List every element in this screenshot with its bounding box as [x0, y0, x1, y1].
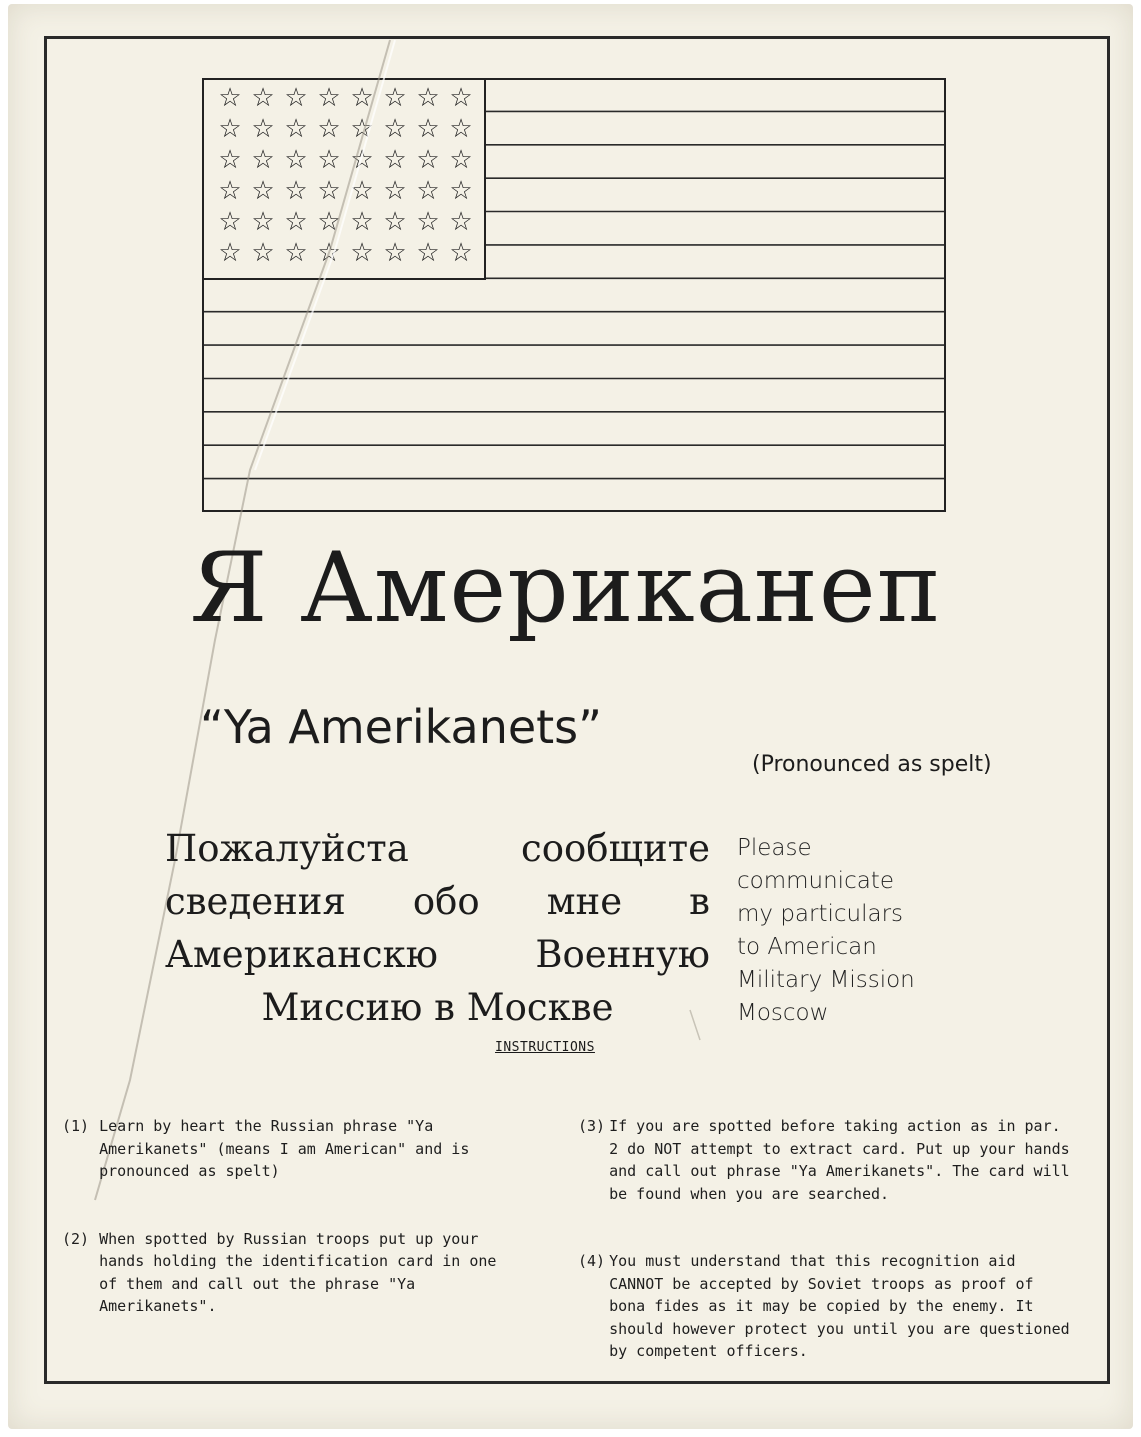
russian-request-line — [165, 928, 710, 981]
flag-star: ☆ — [350, 207, 374, 237]
flag-star: ☆ — [416, 145, 440, 175]
flag-star: ☆ — [317, 176, 341, 206]
flag-star: ☆ — [284, 176, 308, 206]
instructions-heading: INSTRUCTIONS — [495, 1040, 595, 1055]
english-request-line: to American — [737, 934, 877, 960]
flag-star: ☆ — [284, 83, 308, 113]
ru-word: сообщите — [521, 827, 710, 870]
flag-star: ☆ — [317, 207, 341, 237]
flag-star: ☆ — [218, 145, 242, 175]
russian-request-line — [165, 875, 710, 928]
flag-star: ☆ — [449, 83, 473, 113]
flag-star: ☆ — [251, 238, 275, 268]
flag-star: ☆ — [350, 83, 374, 113]
flag-star: ☆ — [383, 207, 407, 237]
ru-word: обо — [412, 880, 480, 923]
english-request-line: my particulars — [737, 901, 904, 927]
instructions-left-column — [62, 1070, 532, 1340]
pronunciation-note: (Pronounced as spelt) — [752, 752, 992, 777]
flag-star: ☆ — [218, 176, 242, 206]
transliteration-title: “Ya Amerikanets” — [200, 700, 602, 754]
flag-star: ☆ — [383, 145, 407, 175]
instruction-item — [578, 1115, 1078, 1205]
flag-star: ☆ — [383, 238, 407, 268]
russian-phrase-title: Я Американеп — [190, 532, 942, 644]
flag-star: ☆ — [317, 145, 341, 175]
flag-star: ☆ — [449, 238, 473, 268]
flag-star: ☆ — [218, 207, 242, 237]
instruction-number: (3) — [578, 1117, 606, 1135]
instruction-text: If you are spotted before taking action as in par. 2 do NOT attempt to extract card. Put up your hands and call out phrase "Ya Amerikanets". The card will be found when you are searched. — [609, 1117, 1070, 1203]
flag-star: ☆ — [251, 145, 275, 175]
flag-star: ☆ — [449, 145, 473, 175]
ru-word: в — [689, 880, 710, 923]
flag-star: ☆ — [284, 207, 308, 237]
instruction-number: (1) — [62, 1117, 90, 1135]
flag-star: ☆ — [284, 238, 308, 268]
flag-star: ☆ — [251, 83, 275, 113]
ru-word: мне — [546, 880, 623, 923]
flag-star: ☆ — [416, 238, 440, 268]
flag-star: ☆ — [317, 238, 341, 268]
flag-star: ☆ — [284, 145, 308, 175]
flag-star: ☆ — [218, 238, 242, 268]
flag-star: ☆ — [449, 207, 473, 237]
flag-star: ☆ — [449, 176, 473, 206]
flag-star: ☆ — [317, 83, 341, 113]
flag-star: ☆ — [251, 207, 275, 237]
russian-request-line — [165, 822, 710, 875]
flag-star: ☆ — [251, 114, 275, 144]
english-request-line: Please — [737, 835, 812, 861]
ru-word: Американскю — [165, 933, 438, 976]
american-flag — [202, 78, 946, 512]
flag-star: ☆ — [383, 176, 407, 206]
russian-request-line — [165, 981, 710, 1034]
ru-word: Военную — [535, 933, 710, 976]
flag-star: ☆ — [218, 114, 242, 144]
flag-star: ☆ — [350, 145, 374, 175]
instruction-number: (2) — [62, 1229, 90, 1248]
flag-canton — [203, 79, 485, 279]
instruction-item — [62, 1115, 532, 1183]
flag-star: ☆ — [416, 83, 440, 113]
instruction-number: (4) — [578, 1252, 606, 1270]
flag-star: ☆ — [350, 238, 374, 268]
instruction-text: Learn by heart the Russian phrase "Ya Amerikanets" (means I am American" and is pronounced as spelt) — [99, 1117, 470, 1180]
instruction-text: When spotted by Russian troops put up your hands holding the identification card in one of them and call out the phrase "Ya Amerikanets". — [99, 1229, 497, 1315]
english-request-line: Moscow — [737, 1000, 829, 1026]
instructions-right-column — [578, 1070, 1078, 1385]
flag-star: ☆ — [284, 114, 308, 144]
ru-word: сведения — [165, 880, 346, 923]
flag-star: ☆ — [383, 114, 407, 144]
instruction-item — [578, 1250, 1078, 1363]
russian-request — [165, 822, 710, 1037]
flag-star: ☆ — [416, 114, 440, 144]
flag-star: ☆ — [416, 207, 440, 237]
flag-star: ☆ — [251, 176, 275, 206]
flag-star: ☆ — [449, 114, 473, 144]
flag-star: ☆ — [317, 114, 341, 144]
english-request-line: Military Mission — [737, 967, 915, 993]
ru-word: Пожалуйста — [165, 827, 409, 870]
flag-star: ☆ — [416, 176, 440, 206]
flag-star: ☆ — [383, 83, 407, 113]
english-request — [737, 832, 977, 1032]
english-request-line: communicate — [737, 868, 894, 894]
flag-star: ☆ — [350, 176, 374, 206]
flag-star: ☆ — [350, 114, 374, 144]
instruction-item — [62, 1228, 532, 1318]
instruction-text: You must understand that this recognition aid CANNOT be accepted by Soviet troops as proof of bona fides as it may be copied by the enemy. It should however protect you until you are questioned by competent officers. — [609, 1252, 1070, 1360]
ru-word: Миссию в Москве — [261, 986, 614, 1029]
flag-star: ☆ — [218, 83, 242, 113]
